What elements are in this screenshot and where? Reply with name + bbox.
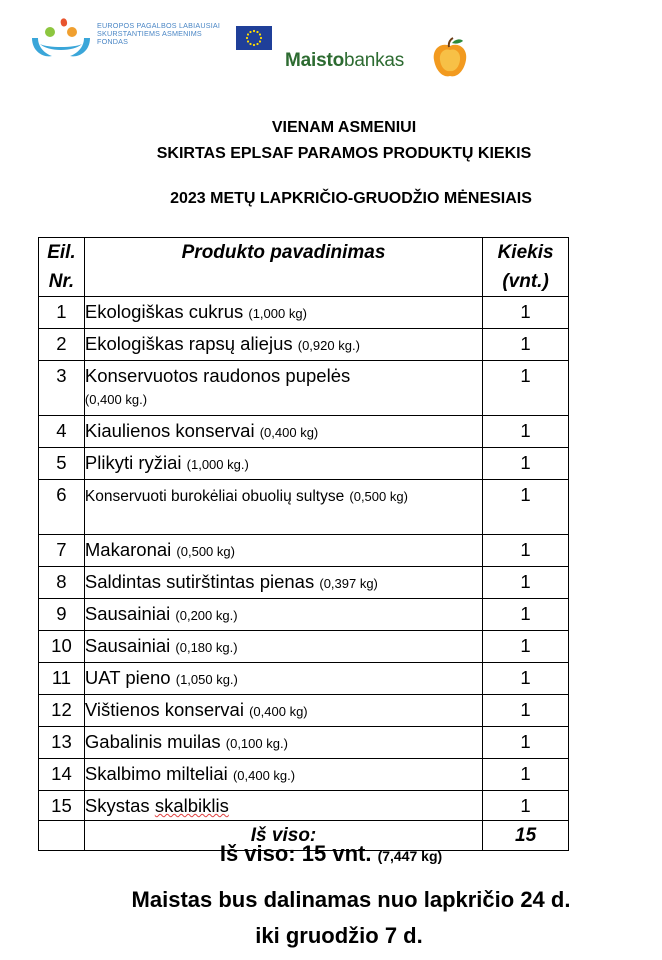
row-qty: 1 [483, 329, 569, 361]
row-qty: 1 [483, 361, 569, 416]
row-name: Konservuotos raudonos pupelės (0,400 kg.) [84, 361, 482, 416]
row-qty: 1 [483, 480, 569, 535]
title-line-3: 2023 METŲ LAPKRIČIO-GRUODŽIO MĖNESIAIS [170, 190, 532, 207]
distribution-note-line-1: Maistas bus dalinamas nuo lapkričio 24 d. [131, 887, 571, 912]
table-row [39, 695, 569, 727]
row-nr: 12 [39, 695, 85, 727]
row-name: UAT pieno (1,050 kg.) [84, 663, 482, 695]
row-nr: 8 [39, 567, 85, 599]
row-qty: 1 [483, 631, 569, 663]
table-row [39, 663, 569, 695]
row-nr: 15 [39, 791, 85, 821]
apple-logo-icon [428, 36, 472, 80]
fund-logo-text: EUROPOS PAGALBOS LABIAUSIAI SKURSTANTIEMS ASMENIMS FONDAS [97, 21, 221, 46]
row-name: Vištienos konservai (0,400 kg) [84, 695, 482, 727]
row-qty: 1 [483, 535, 569, 567]
row-name: Ekologiškas rapsų aliejus (0,920 kg.) [84, 329, 482, 361]
row-qty: 1 [483, 791, 569, 821]
row-qty: 1 [483, 759, 569, 791]
logos-header [0, 0, 662, 90]
distribution-note-line-2: iki gruodžio 7 d. [255, 923, 423, 948]
eu-flag-icon [236, 26, 272, 50]
row-nr: 6 [39, 480, 85, 535]
row-name: Saldintas sutirštintas pienas (0,397 kg) [84, 567, 482, 599]
row-nr: 4 [39, 416, 85, 448]
row-name: Kiaulienos konservai (0,400 kg) [84, 416, 482, 448]
row-name: Sausainiai (0,180 kg.) [84, 631, 482, 663]
row-qty: 1 [483, 416, 569, 448]
table-row [39, 480, 569, 535]
row-name: Konservuoti burokėliai obuolių sultyse (0,500 kg) [84, 480, 482, 535]
row-name: Plikyti ryžiai (1,000 kg.) [84, 448, 482, 480]
fund-logo-icon [26, 14, 96, 60]
row-qty: 1 [483, 448, 569, 480]
table-row [39, 361, 569, 416]
row-nr: 7 [39, 535, 85, 567]
table-row [39, 329, 569, 361]
row-name: Skystas skalbiklis [84, 791, 482, 821]
table-row [39, 791, 569, 821]
table-row [39, 297, 569, 329]
total-value: 15 [483, 821, 569, 851]
row-nr: 10 [39, 631, 85, 663]
row-qty: 1 [483, 663, 569, 695]
row-name: Ekologiškas cukrus (1,000 kg) [84, 297, 482, 329]
header-nr: Eil. Nr. [39, 238, 85, 297]
row-nr: 5 [39, 448, 85, 480]
total-label: Iš viso: [84, 821, 482, 851]
row-nr: 9 [39, 599, 85, 631]
row-name: Gabalinis muilas (0,100 kg.) [84, 727, 482, 759]
row-qty: 1 [483, 695, 569, 727]
row-nr: 14 [39, 759, 85, 791]
row-qty: 1 [483, 727, 569, 759]
row-nr: 2 [39, 329, 85, 361]
title-line-1: VIENAM ASMENIUI [271, 119, 417, 136]
table-row [39, 727, 569, 759]
table-row [39, 631, 569, 663]
row-name: Sausainiai (0,200 kg.) [84, 599, 482, 631]
row-nr: 11 [39, 663, 85, 695]
row-nr: 13 [39, 727, 85, 759]
row-name: Skalbimo milteliai (0,400 kg.) [84, 759, 482, 791]
table-row [39, 567, 569, 599]
row-qty: 1 [483, 567, 569, 599]
table-header-row [39, 238, 569, 297]
row-nr: 1 [39, 297, 85, 329]
table-row [39, 759, 569, 791]
table-row [39, 535, 569, 567]
table-row [39, 599, 569, 631]
row-qty: 1 [483, 599, 569, 631]
summary-total: Iš viso: 15 vnt. (7,447 kg) [219, 841, 443, 866]
products-table [38, 237, 569, 851]
maistobankas-logo-text: Maistobankas [285, 50, 405, 71]
table-row [39, 448, 569, 480]
header-qty: Kiekis (vnt.) [483, 238, 569, 297]
header-name: Produkto pavadinimas [84, 238, 482, 297]
row-nr: 3 [39, 361, 85, 416]
row-qty: 1 [483, 297, 569, 329]
spellcheck-underline: skalbiklis [154, 795, 229, 816]
row-name: Makaronai (0,500 kg) [84, 535, 482, 567]
table-row [39, 416, 569, 448]
title-line-2: SKIRTAS EPLSAF PARAMOS PRODUKTŲ KIEKIS [156, 145, 532, 162]
